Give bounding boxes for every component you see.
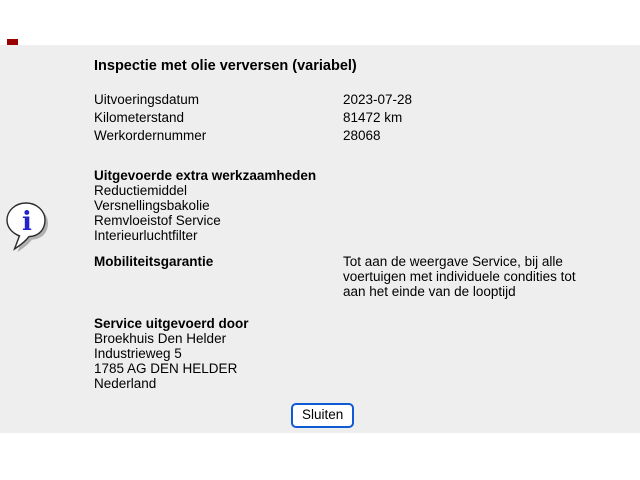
service-by-line: Broekhuis Den Helder [94,331,227,346]
close-button[interactable]: Sluiten [291,403,354,428]
field-label: Kilometerstand [94,110,185,125]
mobility-label: Mobiliteitsgarantie [94,254,214,269]
field-label: Uitvoeringsdatum [94,92,200,107]
service-by-heading: Service uitgevoerd door [94,316,249,331]
info-balloon-graphic [5,200,51,252]
service-by-line: Nederland [94,376,157,391]
mobility-value-line: voertuigen met individuele condities tot [343,269,576,284]
extra-work-item: Interieurluchtfilter [94,228,198,243]
extra-work-item: Versnellingsbakolie [94,198,210,213]
field-row-kilometerstand [94,109,614,127]
field-list [94,91,614,145]
extra-work-heading: Uitgevoerde extra werkzaamheden [94,168,317,183]
mobility-value-line: aan het einde van de looptijd [343,284,516,299]
field-value: 81472 km [343,110,403,125]
field-label: Werkordernummer [94,128,207,143]
extra-work-item: Remvloeistof Service [94,213,221,228]
extra-work-section [94,168,316,243]
mobility-value-line: Tot aan de weergave Service, bij alle [343,254,563,269]
service-by-line: 1785 AG DEN HELDER [94,361,238,376]
page-title: Inspectie met olie verversen (variabel) [94,58,357,74]
mobility-guarantee-row [94,254,576,299]
field-row-werkordernummer [94,127,614,145]
extra-work-item: Reductiemiddel [94,183,188,198]
field-row-uitvoeringsdatum [94,91,614,109]
svg-text:i: i [22,207,32,237]
info-icon[interactable] [5,200,51,252]
field-value: 28068 [343,128,381,143]
service-by-line: Industrieweg 5 [94,346,182,361]
mobility-value [343,254,576,299]
service-by-section [94,316,249,391]
field-value: 2023-07-28 [343,92,413,107]
service-detail-panel [0,45,640,433]
